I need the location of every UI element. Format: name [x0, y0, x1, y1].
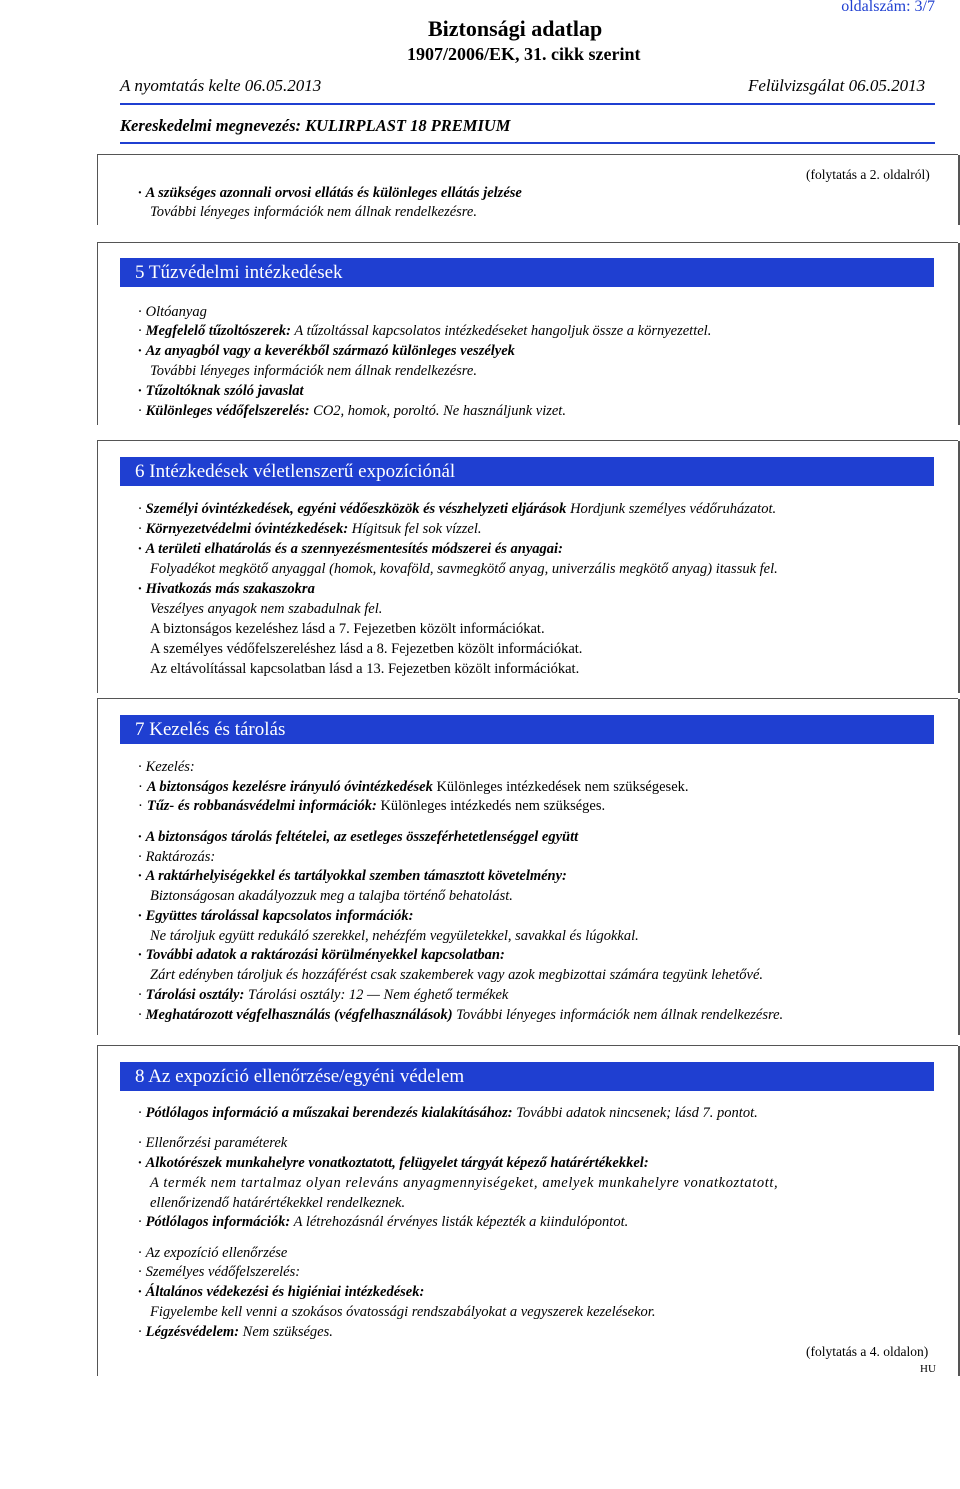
s8-line-7: · Az expozíció ellenőrzése — [138, 1245, 288, 1261]
document-subtitle: 1907/2006/EK, 31. cikk szerint — [407, 44, 641, 64]
s7-line-1: · Kezelés: — [138, 759, 195, 775]
s6-line-8: A személyes védőfelszereléshez lásd a 8. Fejezetben közölt információkat. — [150, 641, 583, 657]
continued-from: (folytatás a 2. oldalról) — [806, 167, 930, 182]
s6-line-9: Az eltávolítással kapcsolatban lásd a 13. Fejezetben közölt információkat. — [150, 661, 580, 677]
s8-line-9: · Általános védekezési és higiéniai intézkedések: — [138, 1284, 425, 1300]
s8-line-4: A termék nem tartalmaz olyan releváns anyagmennyiségeket, amelyek munkahelyre vonatkoztatott, — [150, 1175, 779, 1191]
page-number: oldalszám: 3/7 — [841, 0, 935, 15]
language-code: HU — [920, 1363, 936, 1375]
s8-line-5: ellenőrizendő határértékekkel rendelkeznek. — [150, 1195, 406, 1211]
s7-line-11: Zárt edényben tároljuk és hozzáférést csak szakemberek vagy azok megbizottai számára tegyünk lehetővé. — [150, 967, 764, 983]
section-5-title: 5 Tűzvédelmi intézkedések — [120, 258, 934, 287]
s7-line-7: Biztonságosan akadályozzuk meg a talajba történő behatolást. — [150, 888, 513, 904]
s5-line-2: · Megfelelő tűzoltószerek: A tűzoltással kapcsolatos intézkedéseket hangoljuk össze a környezettel. — [138, 323, 712, 339]
s5-line-5: · Tűzoltóknak szóló javaslat — [138, 383, 304, 399]
header-rule-2 — [120, 142, 935, 144]
s8-line-2: · Ellenőrzési paraméterek — [138, 1135, 288, 1151]
s6-line-4: Folyadékot megkötő anyaggal (homok, kovaföld, savmegkötő anyag, univerzális megkötő anyag) itassuk fel. — [150, 561, 778, 577]
s7-line-6: · A raktárhelyiségekkel és tartályokkal szemben támasztott követelmény: — [138, 868, 567, 884]
review-date: Felülvizsgálat 06.05.2013 — [748, 76, 926, 95]
document-title: Biztonsági adatlap — [428, 16, 603, 41]
trade-name: Kereskedelmi megnevezés: KULIRPLAST 18 PREMIUM — [120, 116, 511, 135]
s8-line-10: Figyelembe kell venni a szokásos óvatossági rendszabályokat a vegyszerek kezelésekor. — [150, 1304, 656, 1320]
print-date: A nyomtatás kelte 06.05.2013 — [120, 76, 322, 95]
s7-line-9: Ne tároljuk együtt redukáló szerekkel, nehézfém vegyületekkel, savakkal és lúgokkal. — [150, 928, 639, 944]
s6-line-7: A biztonságos kezeléshez lásd a 7. Fejezetben közölt információkat. — [150, 621, 545, 637]
s6-line-3: · A területi elhatárolás és a szennyezésmentesítés módszerei és anyagai: — [138, 541, 563, 557]
s7-line-10: · További adatok a raktározási körülményekkel kapcsolatban: — [138, 947, 505, 963]
s7-line-5: · Raktározás: — [138, 849, 216, 865]
continued-to: (folytatás a 4. oldalon) — [806, 1344, 929, 1359]
s6-line-5: · Hivatkozás más szakaszokra — [138, 581, 315, 597]
s7-line-3: · Tűz- és robbanásvédelmi információk: Különleges intézkedés nem szükséges. — [138, 798, 606, 814]
s8-line-11: · Légzésvédelem: Nem szükséges. — [138, 1324, 333, 1340]
s5-line-3: · Az anyagból vagy a keverékből származó különleges veszélyek — [138, 343, 515, 359]
s6-line-2: · Környezetvédelmi óvintézkedések: Hígitsuk fel sok vízzel. — [138, 521, 482, 537]
s8-line-1: · Pótlólagos információ a műszakai berendezés kialakításához: További adatok nincsenek; lásd 7. pontot. — [138, 1105, 758, 1121]
s7-line-2: · A biztonságos kezelésre irányuló óvintézkedések Különleges intézkedések nem szükségesek. — [138, 779, 689, 795]
s4-line-2: További lényeges információk nem állnak rendelkezésre. — [150, 204, 477, 220]
s4-line-1: · A szükséges azonnali orvosi ellátás és különleges ellátás jelzése — [138, 185, 522, 201]
s5-line-6: · Különleges védőfelszerelés: CO2, homok, poroltó. Ne használjunk vizet. — [138, 403, 566, 419]
s8-line-6: · Pótlólagos információk: A létrehozásnál érvényes listák képezték a kiindulópontot. — [138, 1214, 629, 1230]
section-6-title: 6 Intézkedések véletlenszerű expozíciónál — [120, 457, 934, 486]
header-rule — [120, 103, 935, 105]
section-8-title: 8 Az expozíció ellenőrzése/egyéni védelem — [120, 1062, 934, 1091]
s7-line-4: · A biztonságos tárolás feltételei, az esetleges összeférhetetlenséggel együtt — [138, 829, 579, 845]
s6-line-1: · Személyi óvintézkedések, egyéni védőeszközök és vészhelyzeti eljárások Hordjunk személyes védőruházatot. — [138, 501, 777, 517]
s7-line-12: · Tárolási osztály: Tárolási osztály: 12 — Nem éghető termékek — [138, 987, 509, 1003]
s6-line-6: Veszélyes anyagok nem szabadulnak fel. — [150, 601, 383, 617]
section-7-title: 7 Kezelés és tárolás — [120, 715, 934, 744]
s8-line-8: · Személyes védőfelszerelés: — [138, 1264, 301, 1280]
s5-line-4: További lényeges információk nem állnak rendelkezésre. — [150, 363, 477, 379]
s5-line-1: · Oltóanyag — [138, 304, 207, 320]
s7-line-13: · Meghatározott végfelhasználás (végfelhasználások) További lényeges információk nem állnak rendelkezésre. — [138, 1007, 784, 1023]
s7-line-8: · Együttes tárolással kapcsolatos információk: — [138, 908, 414, 924]
s8-line-3: · Alkotórészek munkahelyre vonatkoztatott, felügyelet tárgyát képező határértékekkel: — [138, 1155, 649, 1171]
